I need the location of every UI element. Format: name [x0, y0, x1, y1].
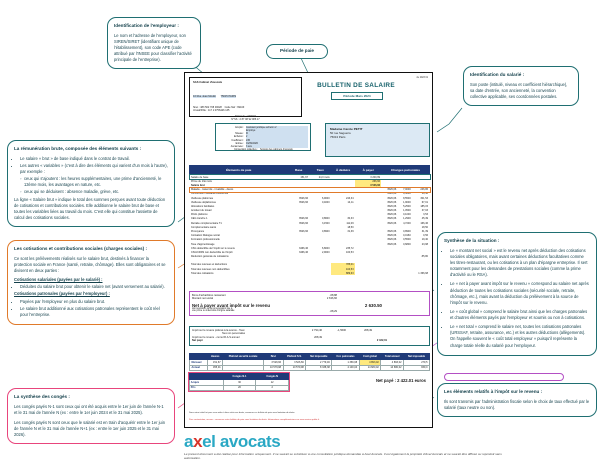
row-label: Formation professionnelle — [191, 238, 220, 242]
row-pat-taux — [398, 271, 412, 275]
contract-value: Assistant juridique échelon 2 — [246, 126, 308, 129]
row-pat-base: 3526,66 — [387, 217, 397, 221]
callout-employeur — [107, 17, 201, 69]
list-item: • Le « net total » comprend le salaire net, toutes les cotisations patronales (URSSAF, retraite, assurance, etc.) et les autres déductions (allègements). On l'appelle souvent le « coût total employeur » puisqu'il représente la charge totale réelle du salarié pour l'employeur. — [450, 324, 590, 349]
nss-label: N°SS : — [231, 118, 239, 121]
list-item: • Payées par l'employeur en plus du salaire brut. — [20, 299, 168, 305]
row-base: 3526,66 — [298, 230, 308, 234]
recap-cell: 3 526,66 — [264, 360, 284, 366]
contract-details-box — [215, 123, 311, 151]
row-pat-taux: 0,0160 — [403, 234, 411, 238]
contract-value: 2 — [246, 135, 308, 138]
list-item: • Le « net à payer avant impôt sur le revenu » correspond au salaire net après déduction de toutes les cotisations sociales (sécurité sociale, retraite, chômage, etc.), mais avant la déduction du prélèvement à la source de l'impôt sur le revenu. — [450, 281, 590, 306]
contract-key: Echelon : — [234, 135, 244, 139]
ape-label: Code Naf : — [224, 106, 237, 109]
matricule-label: Matricule : — [235, 115, 247, 118]
contract-value: 3 ans — [246, 145, 308, 148]
row-deduire: 100,53 — [345, 250, 354, 254]
employee-name: Madame Carole PETIT — [330, 127, 363, 131]
row-pat-taux: 0,3000 — [403, 192, 411, 196]
recap-col-3: Brut — [264, 354, 284, 360]
row-pat-montant: 246,86 — [420, 188, 428, 192]
row-pat-montant: 10,58 — [421, 192, 428, 196]
row-taux: 24,0 mois — [318, 175, 330, 179]
recap-col-9: Net imposable — [403, 354, 429, 360]
matricule-value: 000007 — [247, 115, 256, 118]
callout-purple-stub — [444, 373, 564, 381]
net-sub-line-1: dont évolution de la rémunération liée à — [192, 307, 233, 310]
row-label: Contribution Solidarité Autonomie — [191, 192, 229, 196]
row-pat-taux: 1,9000 — [403, 200, 411, 204]
net-sub-line-2: une prime ou indemnité d'origine salariale — [192, 310, 235, 313]
row-base: 3526,66 — [298, 221, 308, 225]
conges-col-2: Congés N — [256, 374, 289, 380]
conges-cell: 2 — [256, 385, 289, 391]
payroll-table-head — [190, 166, 430, 175]
row-pat-montant: 185,15 — [420, 204, 428, 208]
contract-value: 01/09/2020 — [246, 142, 308, 145]
callout-conges-p2: Les congés payés N sont ceux que le salarié est en train d'acquérir entre le 1er juin de l'année N et le 31 mai de l'année N+1 (ex : entre le 1er juin 2025 et le 31 mai 2026). — [14, 419, 165, 438]
net-social-label-2: Montant net social — [192, 297, 214, 301]
legal-disclaimer: Le présent document a été réalisé pour information uniquement. Il ne saurait se substituer à une consultation juridique demandée à Axel Avocats. Il est également la propriété d'Axel Avocats et ne saurait être diffusé ou reproduit sans autorisation. — [184, 452, 502, 461]
net-social-value-1: -68,88 — [329, 294, 337, 297]
contract-key: Convention collective : — [234, 147, 258, 151]
row-base: 3526,66 — [298, 196, 308, 200]
conges-table — [189, 373, 289, 391]
payslip-title: BULLETIN DE SALAIRE — [317, 82, 395, 89]
row-pat-base: 3526,66 — [387, 234, 397, 238]
payroll-table-body — [190, 175, 430, 276]
employer-address-2: 75015 PARIS — [220, 95, 237, 98]
row-base — [288, 271, 310, 275]
payslip-footnote: Dans votre intérêt et pour vous aider à faire valoir vos droits, conservez ce bulletin de paie sans limitation de durée. — [189, 412, 296, 415]
recap-cell: 10 579,98 — [264, 365, 284, 371]
brand-logo — [184, 432, 280, 452]
row-label: Prévoyance — [191, 230, 205, 234]
recap-cell: 10 579,98 — [283, 365, 306, 371]
row-payer: 3 200,99 — [370, 175, 380, 179]
tax-label-1-text: Impôt sur le revenu prélevé à la source - Taux — [192, 329, 245, 332]
row-pat-taux: 8,5500 — [403, 196, 411, 200]
callout-impot — [437, 383, 597, 417]
callout-conges-p1: Les congés payés N-1 sont ceux qui ont été acquis entre le 1er juin de l'année N-1 et le 31 mai de l'année N (ex : entre le 1er juin 2024 et le 31 mai 2025). — [14, 403, 164, 415]
spacer — [372, 329, 427, 336]
row-deduire: 243,34 — [345, 196, 354, 200]
callout-periode-title: Période de paie — [280, 48, 314, 53]
contract-key: Entrée : — [235, 141, 244, 145]
callout-cotisations-sub1-title: Cotisations salariales (payées par le salarié) : — [14, 277, 103, 283]
siret-label: Siret : — [193, 106, 200, 109]
tax-note-1: Taux non personnalisé — [222, 333, 245, 336]
spacer — [387, 339, 427, 342]
row-pat-taux: 1,0500 — [403, 209, 411, 213]
list-item: • Le « coût global » comprend le salaire brut ainsi que les charges patronales et d'autres éléments payés par l'employeur et soumis ou non à cotisations. — [450, 309, 590, 321]
row-pat-base: 3526,66 — [387, 213, 397, 217]
row-label: CEG tranche 1 — [191, 217, 208, 221]
row-deduire: 889,63 — [331, 271, 355, 275]
contract-row — [218, 148, 308, 151]
row-pat-base: 3526,66 — [387, 192, 397, 196]
callout-cotisations-title: Les cotisations et contributions sociales (charges sociales) : — [14, 246, 148, 251]
net-paye-value: 2 422,01 — [376, 339, 387, 343]
net-social-row-2 — [192, 297, 427, 300]
recap-cell: 8 338,38 — [306, 365, 332, 371]
conges-cell: 12 — [256, 380, 289, 386]
row-base: 3526,66 — [298, 200, 308, 204]
row-label: Cotisation Dialogue social — [191, 234, 220, 238]
row-base: 3526,66 — [298, 217, 308, 221]
callout-employeur-title: Identification de l'employeur : — [114, 23, 179, 28]
row-label: CSG déductible de l'impôt sur le revenu — [191, 246, 235, 250]
ape-value: 6910Z — [237, 106, 245, 109]
row-deduire: 31,39 — [347, 230, 354, 234]
brand-part-2: el avocats — [202, 432, 281, 451]
callout-remuneration-title: La rémunération brute, composée des éléments suivants : — [14, 146, 142, 151]
row-taux — [310, 271, 332, 275]
contract-value: III — [246, 132, 308, 135]
recap-col-6: Cot. patronales — [332, 354, 359, 360]
conges-row-label: Pris — [190, 385, 224, 391]
row-pat-montant: 19,40 — [421, 238, 428, 242]
list-item: • Le salaire « brut » de base indiqué dans le contrat de travail. — [20, 156, 168, 162]
row-payer: 3 526,66 — [355, 183, 381, 187]
conges-cell: 20 — [223, 385, 256, 391]
list-item: ◦ ceux qui s'ajoutent : les heures supplémentaires, une prime d'ancienneté, le 13ème mois, les avantages en nature, etc. — [24, 176, 168, 188]
row-label: Total des retenues non déductibles — [191, 267, 230, 271]
table-row — [190, 385, 289, 391]
row-pat-montant: 301,53 — [420, 196, 428, 200]
row-payer: 266,66 — [355, 179, 381, 183]
row-deduire: 18,50 — [347, 225, 354, 229]
row-pat-base: 3526,66 — [387, 230, 397, 234]
callout-impot-text: Ils sont transmis par l'administration fiscale selon le choix de taux effectué par le salarié (taux neutre ou non). — [444, 398, 590, 410]
row-taux: 6,8000 — [321, 246, 330, 250]
recap-col-7: Coût global — [359, 354, 381, 360]
brand-letter-x: x — [193, 432, 203, 451]
row-base: 151,67 — [300, 175, 308, 179]
row-deduire: 235,72 — [345, 246, 354, 250]
col-charges-patronales: Charges patronales — [381, 166, 429, 175]
row-label: FNAL plafonné — [191, 213, 208, 217]
recap-body — [190, 360, 430, 371]
row-pat-montant: 0,56 — [423, 234, 428, 238]
callout-cotisations-sub2-title: Cotisations patronales (payées par l'employeur) : — [14, 291, 110, 297]
row-pat-montant: 3,53 — [423, 213, 428, 217]
net-summary-block — [189, 291, 430, 316]
recap-cell: 839,0 — [403, 365, 429, 371]
row-label: Vieillesse déplafonnée — [191, 200, 216, 204]
conges-body — [190, 380, 289, 391]
net-sub-value: -68,29 — [329, 310, 337, 314]
row-pat-taux: 0,5500 — [403, 238, 411, 242]
tax-label-2: Impôt sur le revenu - cumul R.A.S annuel — [192, 336, 240, 340]
row-pat-montant: 18,50 — [421, 225, 428, 229]
row-pat-base: 3526,66 — [387, 204, 397, 208]
row-deduire: 111,09 — [346, 221, 354, 225]
callout-salarie-title: Identification du salarié : — [470, 72, 525, 77]
callout-periode — [266, 44, 328, 59]
recap-col-4: Plafond S.S. — [283, 354, 306, 360]
row-label: Taxe d'apprentissage — [191, 242, 215, 246]
recap-col-1: Heures — [208, 354, 223, 360]
tax-taux-1: -1,5600 — [337, 329, 346, 332]
callout-conges-title: La synthèse des congés : — [14, 394, 70, 399]
contract-value: Société des cabinets d'avocats — [260, 147, 293, 151]
payslip-period: Période Mars 2024 — [331, 92, 383, 100]
col-payer: À payer — [355, 166, 381, 175]
table-row — [190, 271, 430, 275]
nss-line — [193, 118, 298, 121]
net-avant-impot-label: Net à payer avant impôt sur le revenu — [192, 302, 271, 308]
callout-synthese — [437, 232, 597, 356]
recap-cell: 4 100,04 — [332, 365, 359, 371]
employee-address-2: 75013 Paris — [330, 135, 346, 139]
contract-value: 245 — [246, 139, 308, 142]
urssaf-label: Urssaf/Pôle : — [193, 109, 208, 112]
contract-key: Coefficient : — [231, 138, 244, 142]
row-label: CSG/CRDS non déductible de l'impôt — [191, 250, 233, 254]
row-deduire: 785,01 — [331, 263, 355, 267]
callout-remuneration — [7, 140, 175, 227]
spacer — [337, 308, 427, 314]
row-pat-base: 3526,66 — [387, 188, 397, 192]
row-pat-base — [381, 271, 397, 275]
row-base: 3466,46 — [298, 250, 308, 254]
callout-conges — [7, 388, 175, 444]
row-pat-montant: 31,39 — [421, 230, 428, 234]
callout-cotisations-text: Ce sont les prélèvements réalisés sur le salaire brut, destinés à financer la protection sociale en France (santé, retraite, chômage). Elles sont obligatoires et se divisent en deux parties : — [14, 255, 166, 273]
recap-table-wrapper — [189, 353, 430, 371]
tax-block — [189, 326, 430, 346]
row-pat-montant: -55,80 — [420, 255, 428, 259]
row-label: Vieillesse plafonnée — [191, 196, 214, 200]
conges-cell: 30 — [223, 380, 256, 386]
callout-salarie-text: Son poste (intitulé, niveau et coefficient hiérarchique), sa date d'entrée, son ancienneté, la convention collective applicable, ses coordonnées postales. — [470, 81, 568, 99]
recap-cell: 4 893,02 — [359, 360, 381, 366]
callout-employeur-text: Le nom et l'adresse de l'employeur, son SIREN/SIRET (identifiant unique de l'établissement), son code APE (code attribué par l'INSEE pour classifier l'activité principale de l'entreprise). — [114, 32, 192, 63]
list-item: • Le « montant net social » est le revenu net après déduction des cotisations sociales obligatoires, mais avant certaines déductions facultatives comme les titres-restaurant, ou les cotisations à un plan d'épargne entreprise. Il sert notamment pour les demandes de prestations sociales (comme la prime d'activité ou le RSA). — [450, 248, 590, 279]
net-social-value-2: 2 636,66 — [326, 297, 337, 301]
spacer — [337, 297, 427, 300]
row-pat-taux: 0,8900 — [403, 230, 411, 234]
row-pat-base: 3526,66 — [387, 238, 397, 242]
list-item: ◦ ceux qui se déduisent : absence maladie, grève, etc. — [24, 189, 168, 195]
table-row — [190, 365, 430, 371]
recap-cell — [223, 365, 264, 371]
callout-synthese-bullets — [444, 248, 590, 349]
callout-remuneration-bullets — [14, 156, 168, 196]
row-taux: 0,4000 — [321, 200, 330, 204]
contract-key: Ancienneté : — [230, 144, 244, 148]
list-item: • Déduites du salaire brut pour obtenir le salaire net (avant versement au salarié). — [20, 284, 168, 290]
net-avant-impot-value: 2 630.50 — [364, 302, 382, 308]
callout-salarie — [463, 66, 579, 106]
employer-identification-box — [189, 77, 302, 121]
row-payer — [355, 271, 381, 275]
row-taux: 6,9000 — [321, 196, 330, 200]
tax-base-2: 208,49 — [314, 336, 322, 340]
row-label: Total des retenues et déductions — [191, 263, 227, 267]
urssaf-value: 117 1 0756426 135 — [208, 109, 230, 112]
row-taux: 3,1500 — [321, 221, 330, 225]
recap-table — [189, 353, 430, 371]
callout-remuneration-footer: La ligne « Salaire brut » indique le total des sommes perçues avant toute déduction de cotisations et contributions sociales. Elle additionne le salaire brut de base et toutes les variables liées au travail du mois. C'est elle qui constitue l'assiette de calcul des cotisations sociales. — [14, 196, 166, 220]
list-item: • Les autres « variables » (c'est à dire des éléments qui varient d'un mois à l'autre), par exemple : — [20, 163, 168, 175]
net-sub-label — [192, 308, 297, 314]
row-label: Réduction générale de cotisations — [191, 255, 229, 259]
tax-base-1: 2 794,46 — [311, 329, 322, 332]
tax-deduire-1: 208,49 — [364, 329, 372, 332]
payroll-elements-table — [189, 165, 430, 275]
recap-cell: 279,5 — [403, 360, 429, 366]
recap-cell: 4 893,02 — [381, 360, 404, 366]
row-pat-montant: 1 366,68 — [418, 271, 428, 275]
contract-value: Employé — [246, 129, 308, 132]
row-label: Retraite complémentaire T1 — [191, 221, 222, 225]
callout-impot-title: Les éléments relatifs à l'impôt sur le revenu : — [444, 389, 543, 394]
row-pat-taux: 1,2900 — [403, 217, 411, 221]
brand-part-1: a — [184, 432, 194, 451]
payslip-doc-ref: 2e 2023 01 — [416, 77, 428, 79]
recap-cell: 3 526,66 — [283, 360, 306, 366]
col-deduire: À déduire — [331, 166, 355, 175]
col-taux: Taux — [310, 166, 332, 175]
recap-col-8: Total annuel — [381, 354, 404, 360]
row-pat-base: 3526,66 — [387, 242, 397, 246]
recap-cell: 14 680,02 — [381, 365, 404, 371]
contract-key: Emploi : — [235, 126, 244, 129]
recap-cell: 1 366,68 — [332, 360, 359, 366]
net-sub-row — [192, 308, 427, 314]
conges-col-1: Congés N-1 — [223, 374, 256, 380]
siret-value: 483 502 708 00028 — [200, 106, 222, 109]
employer-name: SAS Cabinet d'avocats — [193, 81, 223, 84]
employee-identification-box — [325, 123, 430, 157]
nss-value: 2 87 08 92 086 17 — [239, 118, 260, 121]
row-label: Total des cotisations — [191, 271, 214, 275]
row-pat-base: 3526,66 — [387, 196, 397, 200]
recap-cell: 455,01 — [208, 365, 223, 371]
tax-row-3 — [192, 339, 427, 342]
conges-table-wrapper — [189, 373, 289, 391]
row-pat-taux: 5,2500 — [403, 204, 411, 208]
list-item: • Le salaire brut additionné aux cotisations patronales représentent le coût réel pour l'entreprise. — [20, 306, 168, 318]
recap-cell: 2 779,46 — [306, 360, 332, 366]
contract-key: Niveau : — [235, 132, 244, 136]
recap-cell: 14 680,02 — [359, 365, 381, 371]
row-label: Salaire de base — [191, 175, 209, 179]
recap-col-5: Net imposable — [306, 354, 332, 360]
row-deduire: 14,11 — [347, 200, 354, 204]
row-label: Allocations familiales — [191, 204, 215, 208]
payroll-table — [189, 165, 430, 275]
employee-address-1: 50 rue Saguerre — [330, 131, 351, 135]
row-base: 3466,46 — [298, 246, 308, 250]
employer-address-1: 10 Rue Jean Moulin — [193, 95, 217, 98]
payslip-conservation-note: Pour contestation, recours : conservez votre bulletin de paie sans limitation de durée. Informations complémentaires sur www.service-public.fr — [189, 419, 320, 422]
row-pat-base: 3526,66 — [387, 209, 397, 213]
net-paye-summary: Net payé : 2 422.01 euros — [375, 378, 426, 383]
table-header-row — [190, 166, 430, 175]
net-social-label-1: Bons d'achat/titres restaurant — [192, 294, 226, 297]
row-taux: 0,8600 — [321, 217, 330, 221]
employer-urssaf-line — [193, 109, 298, 112]
row-taux: 0,8900 — [321, 230, 330, 234]
row-pat-taux: 0,1000 — [403, 213, 411, 217]
row-label: Prime du 13è mois — [191, 179, 212, 183]
payslip-document — [184, 72, 433, 428]
callout-cotisations-sub1-list — [14, 284, 168, 290]
row-pat-taux: 7,0000 — [403, 188, 411, 192]
row-pat-taux: 0,6800 — [403, 242, 411, 246]
col-elements: Éléments de paie — [190, 166, 288, 175]
row-pat-base: 3526,66 — [387, 200, 397, 204]
row-pat-montant: 37,03 — [421, 209, 428, 213]
row-pat-montant: 23,98 — [421, 242, 428, 246]
row-label: Salaire brut — [191, 183, 205, 187]
row-taux: 2,9000 — [321, 250, 330, 254]
recap-row-label: Annuel — [190, 365, 208, 371]
row-label: Accident du travail — [191, 209, 212, 213]
tax-label-3: Net payé — [192, 339, 203, 343]
row-pat-taux: 4,7200 — [403, 221, 411, 225]
recap-row-label: Mensuel — [190, 360, 208, 366]
row-pat-montant: 166,46 — [420, 221, 428, 225]
row-pat-montant: 45,49 — [421, 217, 428, 221]
recap-col-2: Plafond sécurité sociale — [223, 354, 264, 360]
row-deduire: 30,33 — [347, 217, 354, 221]
row-deduire: 104,53 — [331, 267, 355, 271]
callout-cotisations — [7, 240, 175, 325]
col-base: Base — [288, 166, 310, 175]
row-pat-montant: 67,01 — [421, 200, 428, 204]
callout-synthese-title: Synthèse de la situation : — [444, 238, 500, 243]
callout-cotisations-sub2-list — [14, 299, 168, 318]
recap-cell: 151,67 — [208, 360, 223, 366]
row-label: Complémentaire santé — [191, 225, 217, 229]
conges-row-label: Acquis — [190, 380, 224, 386]
row-pat-base: 3526,66 — [387, 221, 397, 225]
row-label: Maladie - maternité - invalidité - décès — [191, 188, 234, 192]
